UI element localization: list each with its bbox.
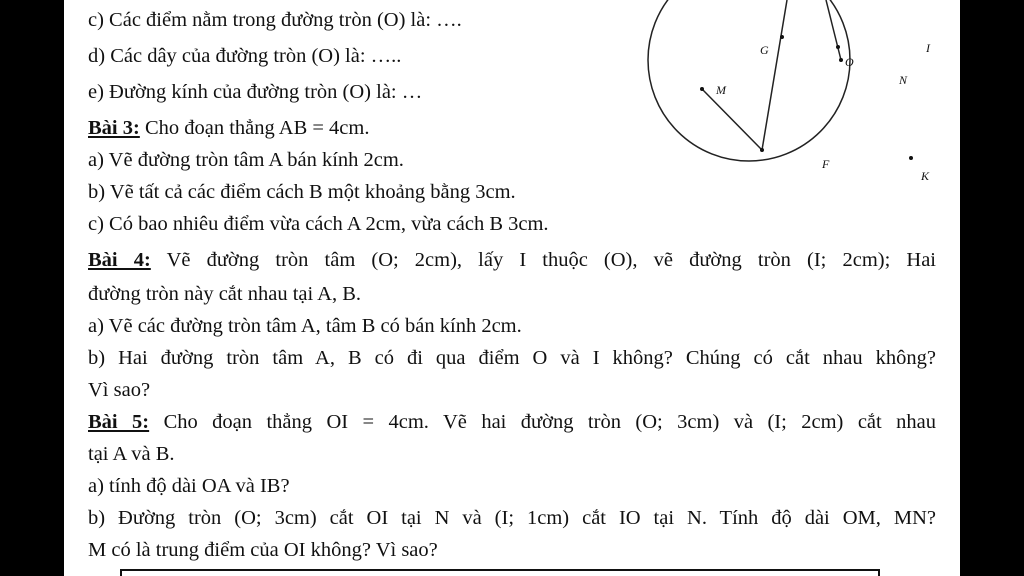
text-line-e: e) Đường kính của đường tròn (O) là: … <box>88 81 423 103</box>
segment-n <box>826 0 841 60</box>
label-f: F <box>822 157 830 171</box>
point-f <box>760 148 764 152</box>
exercise-5-b-cont: M có là trung điểm của OI không? Vì sao? <box>88 539 438 561</box>
exercise-3-c: c) Có bao nhiêu điểm vừa cách A 2cm, vừa cách B 3cm. <box>88 213 549 235</box>
point-k <box>909 156 913 160</box>
document-page <box>64 0 960 576</box>
text-line-d: d) Các dây của đường tròn (O) là: ….. <box>88 45 402 67</box>
point-n <box>839 58 843 62</box>
exercise-5-title: Bài 5: Cho đoạn thẳng OI = 4cm. Vẽ hai đường tròn (O; 3cm) và (I; 2cm) cắt nhau <box>88 411 936 433</box>
circle-figure <box>644 0 960 200</box>
point-o <box>836 45 840 49</box>
bottom-table-border <box>120 569 880 576</box>
label-g: G <box>760 43 769 57</box>
label-o: O <box>845 55 854 69</box>
exercise-4-b-cont: Vì sao? <box>88 379 151 401</box>
exercise-4-a: a) Vẽ các đường tròn tâm A, tâm B có bán kính 2cm. <box>88 315 522 337</box>
label-n: N <box>899 73 908 87</box>
label-m: M <box>716 83 726 97</box>
exercise-4-title: Bài 4: Vẽ đường tròn tâm (O; 2cm), lấy I thuộc (O), vẽ đường tròn (I; 2cm); Hai <box>88 249 936 271</box>
exercise-3-a: a) Vẽ đường tròn tâm A bán kính 2cm. <box>88 149 404 171</box>
exercise-5-b: b) Đường tròn (O; 3cm) cắt OI tại N và (I; 1cm) cắt IO tại N. Tính độ dài OM, MN? <box>88 507 936 529</box>
exercise-4-b: b) Hai đường tròn tâm A, B có đi qua điểm O và I không? Chúng có cắt nhau không? <box>88 347 936 369</box>
exercise-3-title: Bài 3: Cho đoạn thẳng AB = 4cm. <box>88 117 370 139</box>
exercise-5-a: a) tính độ dài OA và IB? <box>88 475 290 497</box>
exercise-5-heading: Bài 5: <box>88 411 150 433</box>
exercise-5-title-cont: tại A và B. <box>88 443 175 465</box>
text-line-c: c) Các điểm nằm trong đường tròn (O) là: …. <box>88 9 462 31</box>
exercise-3-heading: Bài 3: <box>88 117 140 139</box>
exercise-4-title-cont: đường tròn này cắt nhau tại A, B. <box>88 283 362 305</box>
point-g <box>780 35 784 39</box>
exercise-4-heading: Bài 4: <box>88 249 151 271</box>
label-i: I <box>926 41 930 55</box>
chord-fo <box>762 0 787 150</box>
point-m <box>700 87 704 91</box>
exercise-3-b: b) Vẽ tất cả các điểm cách B một khoảng bằng 3cm. <box>88 181 516 203</box>
chord-mf <box>702 89 762 150</box>
label-k: K <box>921 169 930 183</box>
